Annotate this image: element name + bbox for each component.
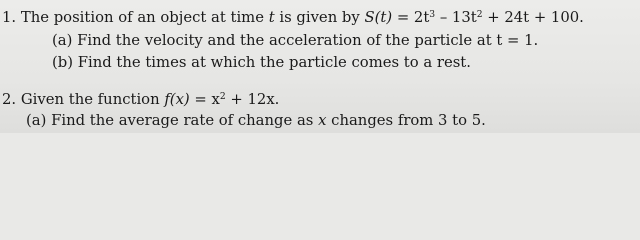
x-variable: x (318, 112, 327, 129)
question-1-part-b: (b) Find the times at which the particle comes to a rest. (52, 54, 471, 71)
question-2-exponent: 2 (219, 90, 226, 102)
question-2-equation-part-1: = x (189, 91, 220, 108)
equation-part-1: = 2t (392, 9, 430, 26)
question-2-number: 2. (2, 91, 17, 108)
equation-part-2: – 13t (435, 9, 477, 26)
equation-part-3: + 24t + 100. (482, 9, 584, 26)
question-2-part-a-suffix: changes from 3 to 5. (326, 112, 486, 129)
question-1-statement (2, 8, 584, 26)
time-variable: t (268, 9, 275, 26)
question-2-statement (2, 90, 280, 108)
position-function: S(t) (364, 9, 393, 26)
question-1-text-prefix: The position of an object at time (20, 9, 269, 26)
question-1-text-mid: is given by (274, 9, 365, 26)
exponent-1: 3 (429, 8, 436, 20)
question-2-part-a (26, 114, 486, 129)
question-2-equation-part-2: + 12x. (225, 91, 280, 108)
question-2-part-a-prefix: (a) Find the average rate of change as (26, 112, 319, 129)
exponent-2: 2 (476, 8, 483, 20)
question-2-text-prefix: Given the function (20, 91, 165, 108)
question-1-number: 1. (2, 9, 17, 26)
question-1-part-a: (a) Find the velocity and the acceleration of the particle at t = 1. (52, 32, 539, 49)
function-name: f(x) (164, 91, 190, 108)
